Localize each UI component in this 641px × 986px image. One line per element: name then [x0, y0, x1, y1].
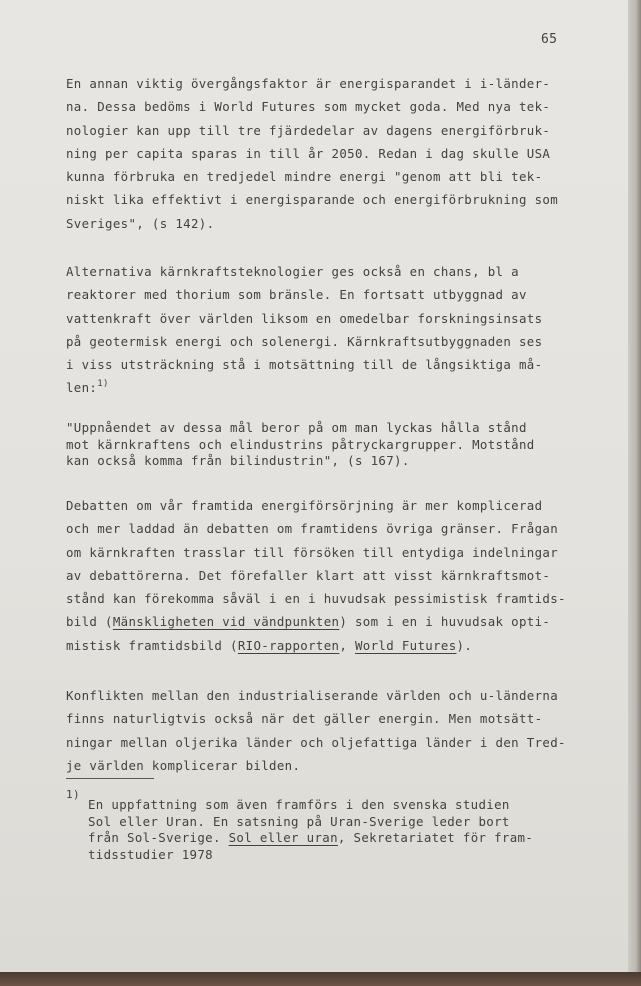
text-line: och mer laddad än debatten om framtidens övriga gränser. Frågan — [66, 521, 559, 537]
page-number: 65 — [541, 32, 558, 47]
text-line: kunna förbruka en tredjedel mindre energi "genom att bli tek- — [66, 169, 543, 185]
text-line: vattenkraft över världen liksom en omedelbar forskningsinsats — [66, 310, 543, 326]
text-line: Alternativa kärnkraftsteknologier ges också en chans, bl a — [66, 264, 519, 279]
block-quote — [66, 420, 566, 470]
text-line: Konflikten mellan den industrialiserande världen och u-länderna — [66, 688, 559, 703]
text-line — [66, 376, 566, 399]
book-title-sol-eller-uran: Sol eller uran — [228, 830, 338, 845]
text-line: ning per capita sparas in till år 2050. Redan i dag skulle USA — [66, 145, 551, 161]
paragraph-alternative-technologies — [66, 260, 566, 400]
table-surface — [0, 972, 641, 986]
text-line: je världen komplicerar bilden. — [66, 757, 301, 773]
text-line: En annan viktig övergångsfaktor är energisparandet i i-länder- — [66, 76, 551, 91]
footnote-rule — [66, 778, 154, 779]
line-text: , — [339, 637, 355, 653]
text-line: finns naturligtvis också när det gäller energin. Men motsätt- — [66, 711, 543, 727]
footnote-line: tidsstudier 1978 — [88, 846, 213, 862]
line-text: mistisk framtidsbild ( — [66, 637, 238, 653]
text-line — [66, 634, 566, 657]
footnote-line: Sol eller Uran. En satsning på Uran-Sverige leder bort — [88, 813, 510, 829]
text-line: stånd kan förekomma såväl i en i huvudsak pessimistisk framtids- — [66, 591, 566, 607]
line-text: , Sekretariatet för fram- — [337, 830, 534, 845]
paragraph-energy-debate — [66, 494, 566, 657]
text-line: på geotermisk energi och solenergi. Kärnkraftsutbyggnaden ses — [66, 333, 543, 349]
footnote — [88, 797, 558, 863]
text-line: mot kärnkraftens och elindustrins påtryckargrupper. Motstånd — [66, 436, 535, 452]
footnote-marker — [66, 787, 80, 801]
text-line: ningar mellan oljerika länder och oljefattiga länder i den Tred- — [66, 734, 566, 750]
footnote-reference: 1) — [97, 379, 109, 390]
line-text: ). — [456, 637, 473, 653]
book-title-manskligheten: Mänskligheten vid vändpunkten — [112, 614, 340, 630]
footnote-line: En uppfattning som även framförs i den svenska studien — [88, 797, 510, 812]
paragraph-energy-saving — [66, 72, 566, 235]
text-line: "Uppnåendet av dessa mål beror på om man lyckas hålla stånd — [66, 420, 527, 435]
line-text: len: — [66, 380, 98, 396]
line-text: ) som i en i huvudsak opti- — [339, 614, 551, 630]
text-line: av debattörerna. Det förefaller klart att visst kärnkraftsmot- — [66, 567, 551, 583]
text-line: reaktorer med thorium som bränsle. En fortsatt utbyggnad av — [66, 287, 527, 303]
paragraph-conflict — [66, 684, 566, 777]
page-edge — [628, 0, 641, 972]
book-title-rio: RIO-rapporten — [237, 637, 340, 653]
footnote-line — [88, 830, 558, 847]
line-text: bild ( — [66, 614, 113, 630]
text-line: na. Dessa bedöms i World Futures som mycket goda. Med nya tek- — [66, 99, 551, 115]
text-line: nologier kan upp till tre fjärdedelar av dagens energiförbruk- — [66, 122, 551, 138]
footnote-marker-text: 1) — [66, 788, 80, 801]
line-text: från Sol-Sverige. — [88, 830, 229, 845]
text-line: kan också komma från bilindustrin", (s 167). — [66, 453, 410, 468]
text-line: Sveriges", (s 142). — [66, 215, 215, 231]
text-line: om kärnkraften trasslar till försöken till entydiga indelningar — [66, 544, 559, 560]
book-title-world-futures: World Futures — [354, 637, 457, 653]
text-line — [66, 610, 566, 633]
text-line: niskt lika effektivt i energisparande och energiförbrukning som — [66, 192, 559, 208]
text-line: i viss utsträckning stå i motsättning till de långsiktiga må- — [66, 357, 543, 373]
text-line: Debatten om vår framtida energiförsörjning är mer komplicerad — [66, 498, 543, 513]
